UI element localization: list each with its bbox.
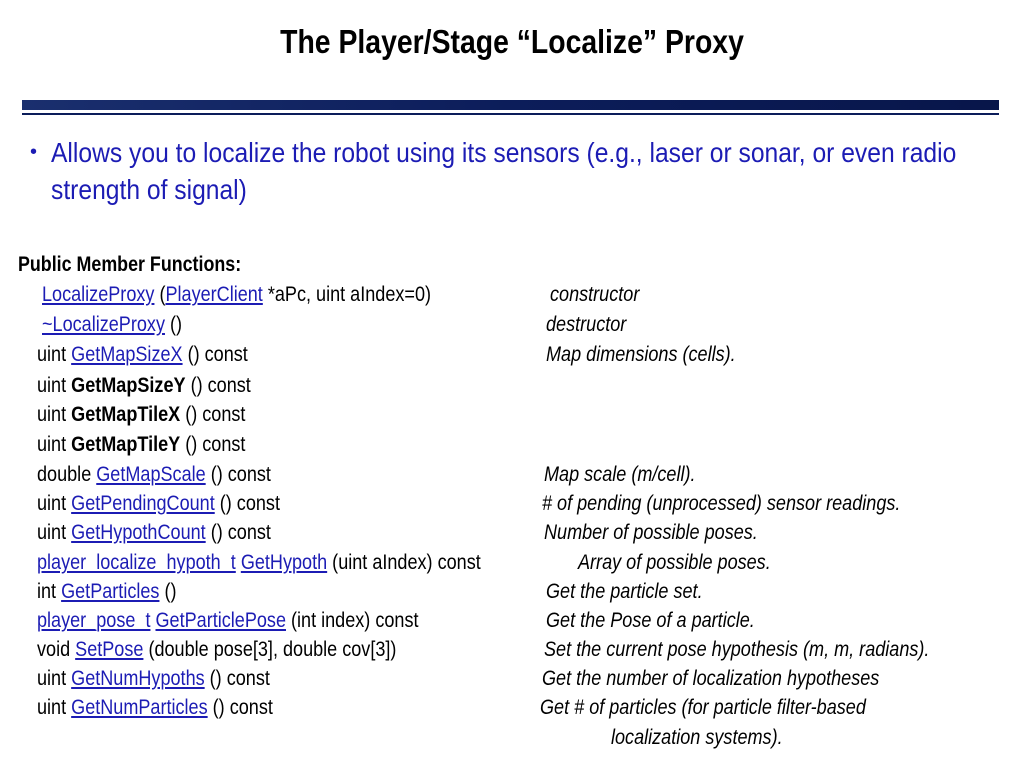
function-description: destructor [546,313,627,336]
function-params: () const [180,403,246,426]
function-params: (int index) const [285,609,419,632]
link-getmapsizex[interactable]: GetMapSizeX [71,343,183,366]
function-signature [37,518,271,547]
function-params: () const [207,696,273,719]
function-name-getmaptilex: GetMapTileX [71,403,181,426]
function-row-getparticles [0,577,1024,606]
link-setpose[interactable]: SetPose [75,638,144,661]
function-signature [42,310,182,339]
function-row-getmaptiley [0,430,1024,459]
function-row-setpose [0,635,1024,664]
function-signature [37,371,251,400]
function-row-getparticlepose [0,606,1024,635]
function-row-getnumhypoths [0,664,1024,693]
function-params: () const [204,667,270,690]
function-params: () const [214,492,280,515]
function-description: constructor [550,283,640,306]
return-type: uint [37,374,72,397]
function-signature [37,606,419,635]
function-row-getnumparticles [0,693,1024,722]
function-description: Array of possible poses. [578,551,771,574]
function-params: () const [205,463,271,486]
function-signature [37,430,245,459]
return-type: void [37,638,76,661]
function-params: () const [180,433,246,456]
function-description: Number of possible poses. [544,521,758,544]
function-signature [37,489,280,518]
link-getparticles[interactable]: GetParticles [61,580,160,603]
link-gethypothcount[interactable]: GetHypothCount [71,521,206,544]
function-name-getmaptiley: GetMapTileY [71,433,181,456]
function-description: Get the number of localization hypotheses [542,667,880,690]
function-signature [37,635,396,664]
function-description-continued: localization systems). [611,726,783,749]
function-signature [37,400,245,429]
function-params: () [159,580,177,603]
link-getnumhypoths[interactable]: GetNumHypoths [71,667,205,690]
function-row-getmapsizey [0,371,1024,400]
function-signature [37,664,270,693]
function-params: () [164,313,183,336]
return-type: int [37,580,62,603]
slide-title: The Player/Stage “Localize” Proxy [280,23,744,60]
bullet-point [30,134,990,208]
function-row-localizeproxy [0,280,1024,309]
title-divider-thick [22,100,999,110]
function-row-getmapsizex [0,340,1024,369]
function-params: () const [182,343,248,366]
function-row-gethypoth [0,548,1024,577]
return-type: uint [37,433,72,456]
return-type: uint [37,696,72,719]
link-player-pose-t[interactable]: player_pose_t [37,609,151,632]
link-getpendingcount[interactable]: GetPendingCount [71,492,215,515]
function-signature [37,460,271,489]
function-row-gethypothcount [0,518,1024,547]
function-params: () const [205,521,271,544]
function-row-getmapscale [0,460,1024,489]
return-type: uint [37,403,72,426]
function-params: (double pose[3], double cov[3]) [143,638,397,661]
bullet-text: Allows you to localize the robot using its sensors (e.g., laser or sonar, or even radio strength of signal) [51,137,957,205]
function-row-getnumparticles-cont [0,723,1024,752]
function-description: Get # of particles (for particle filter-based [540,696,866,719]
function-description: Get the particle set. [546,580,703,603]
function-signature [37,693,273,722]
link-player-localize-hypoth-t[interactable]: player_localize_hypoth_t [37,551,236,574]
function-description: # of pending (unprocessed) sensor readings. [542,492,901,515]
bullet-marker: • [30,141,38,163]
link-getmapscale[interactable]: GetMapScale [96,463,206,486]
function-row-destructor [0,310,1024,339]
function-signature [42,280,431,309]
return-type: uint [37,521,72,544]
link-playerclient[interactable]: PlayerClient [165,283,263,306]
section-heading: Public Member Functions: [18,253,242,276]
link-getnumparticles[interactable]: GetNumParticles [71,696,208,719]
return-type: uint [37,492,72,515]
link-destructor[interactable]: ~LocalizeProxy [42,313,165,336]
function-signature [37,548,481,577]
params-open: ( [154,283,166,306]
function-signature [37,340,248,369]
return-type: double [37,463,97,486]
link-gethypoth[interactable]: GetHypoth [240,551,328,574]
function-params: *aPc, uint aIndex=0) [262,283,432,306]
function-params: (uint aIndex) const [327,551,481,574]
function-signature [37,577,177,606]
function-description: Map dimensions (cells). [546,343,736,366]
function-description: Set the current pose hypothesis (m, m, radians). [544,638,930,661]
function-description: Get the Pose of a particle. [546,609,755,632]
link-getparticlepose[interactable]: GetParticlePose [155,609,286,632]
title-divider-thin [22,113,999,115]
return-type: uint [37,667,72,690]
function-params: () const [185,374,251,397]
function-description: Map scale (m/cell). [544,463,696,486]
function-row-getpendingcount [0,489,1024,518]
function-name-getmapsizey: GetMapSizeY [71,374,186,397]
function-row-getmaptilex [0,400,1024,429]
link-localizeproxy[interactable]: LocalizeProxy [42,283,155,306]
return-type: uint [37,343,72,366]
